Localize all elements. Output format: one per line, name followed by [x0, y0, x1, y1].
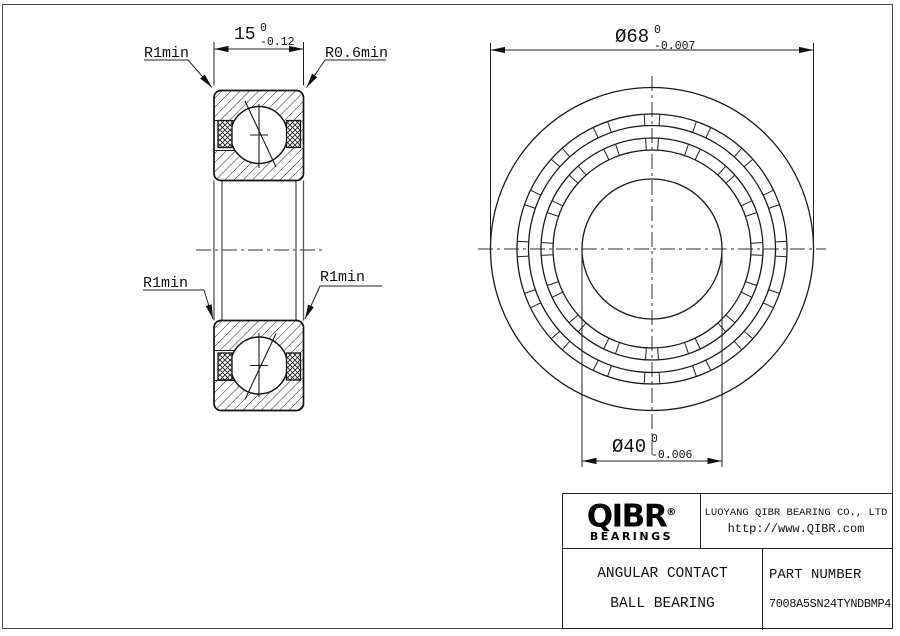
company-website: http://www.QIBR.com	[727, 521, 865, 536]
upper-section	[214, 91, 304, 181]
r1min-top-left-label: R1min	[144, 45, 190, 62]
cage-inner-circle	[541, 138, 763, 360]
od-tol-lower: -0.007	[654, 40, 696, 53]
part-number-value: 7008A5SN24TYNDBMP4	[769, 597, 892, 611]
product-line-2: BALL BEARING	[610, 596, 715, 612]
lower-section	[214, 321, 304, 411]
title-block	[562, 493, 893, 629]
od-value: Ø68	[615, 26, 650, 48]
width-tol-upper: 0	[260, 22, 267, 35]
brand-subtitle: BEARINGS	[589, 530, 674, 544]
bore-tol-upper: 0	[651, 433, 658, 446]
width-value: 15	[234, 25, 256, 45]
r06min-top-right-label: R0.6min	[325, 45, 389, 62]
registered-mark: ®	[666, 506, 677, 518]
r1min-mid-right-label: R1min	[320, 269, 366, 286]
section-view	[143, 22, 388, 411]
brand-logo	[563, 494, 700, 548]
r1min-mid-left-label: R1min	[143, 275, 189, 292]
width-dimension	[214, 22, 304, 86]
od-tol-upper: 0	[654, 24, 661, 37]
company-name: LUOYANG QIBR BEARING CO., LTD	[704, 506, 888, 519]
brand-name: QIBR®	[586, 498, 677, 535]
part-number-label: PART NUMBER	[769, 567, 862, 583]
product-line-1: ANGULAR CONTACT	[597, 566, 728, 582]
part-number-block	[762, 548, 892, 630]
radius-leaders	[143, 45, 388, 319]
width-tol-lower: -0.12	[260, 36, 295, 49]
product-description	[563, 548, 762, 630]
bore-value: Ø40	[612, 436, 647, 458]
front-view	[478, 24, 826, 467]
company-info	[700, 494, 892, 548]
bore-tol-lower: -0.006	[651, 449, 693, 462]
